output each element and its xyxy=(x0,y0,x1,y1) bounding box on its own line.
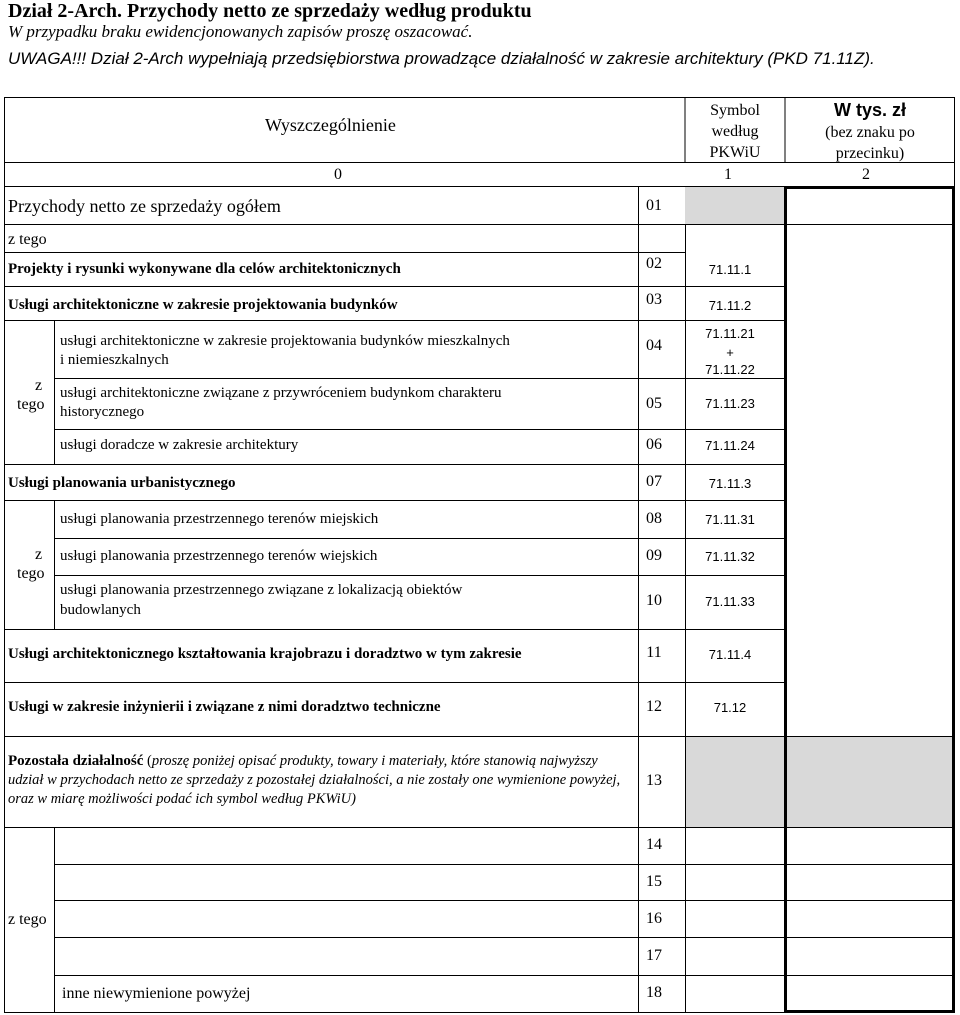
row-12-label: Usługi w zakresie inżynierii i związane z nimi doradztwo techniczne xyxy=(8,699,441,715)
row-18-number: 18 xyxy=(646,984,662,1001)
row-01-number: 01 xyxy=(646,197,662,214)
row-10-symbol: 71.11.33 xyxy=(705,594,755,609)
subtotal-label: z tego xyxy=(8,231,47,248)
row-13-label xyxy=(8,752,636,809)
column-index-2: 2 xyxy=(862,166,870,183)
row-13-label-instruction: proszę poniżej opisać produkty, towary i materiały, które stanowią najwyższy udział w przychodach netto ze sprzedaży z pozostałej działalności, a nie zostały one wymienione powyżej, oraz w miarę możliwości podać ich symbol według PKWiU) xyxy=(8,753,621,807)
value-header-note2: przecinku) xyxy=(835,145,905,162)
row-05-label-line2: historycznego xyxy=(60,404,145,420)
other-activities-subtotal-label: z tego xyxy=(8,911,47,928)
row-03-symbol: 71.11.2 xyxy=(708,298,752,313)
row-17-number: 17 xyxy=(646,947,662,964)
row-08-number: 08 xyxy=(646,510,662,527)
symbol-header-line3: PKWiU xyxy=(709,144,761,161)
row-14-number: 14 xyxy=(646,836,662,853)
row-02-symbol: 71.11.1 xyxy=(708,262,752,277)
row-13-number: 13 xyxy=(646,772,662,789)
group2-z-label: z xyxy=(35,546,43,563)
row-09-label: usługi planowania przestrzennego terenów wiejskich xyxy=(60,548,378,564)
row-18-label: inne niewymienione powyżej xyxy=(62,985,251,1002)
row-03-value-input[interactable] xyxy=(788,288,951,319)
row-08-symbol: 71.11.31 xyxy=(705,512,755,527)
row-06-symbol: 71.11.24 xyxy=(705,438,755,453)
row-14-description-input[interactable] xyxy=(56,829,636,863)
row-12-symbol: 71.12 xyxy=(713,700,747,715)
row-11-value-input[interactable] xyxy=(788,631,951,681)
symbol-header-line1: Symbol xyxy=(710,102,760,119)
row-18-value-input[interactable] xyxy=(788,977,951,1010)
row-11-number: 11 xyxy=(646,644,662,661)
group2-tego-label: tego xyxy=(17,565,45,582)
group1-tego-label: tego xyxy=(17,396,45,413)
row-15-value-input[interactable] xyxy=(788,866,951,899)
description-column-header: Wyszczególnienie xyxy=(265,115,396,135)
row-12-value-input[interactable] xyxy=(788,684,951,735)
row-03-number: 03 xyxy=(646,291,662,308)
row-07-label: Usługi planowania urbanistycznego xyxy=(8,475,236,491)
row-07-value-input[interactable] xyxy=(788,466,951,499)
row-10-label-line2: budowlanych xyxy=(60,602,141,618)
row-08-value-input[interactable] xyxy=(788,502,951,537)
value-header-unit: W tys. zł xyxy=(833,100,906,120)
row-09-symbol: 71.11.32 xyxy=(705,549,755,564)
row-05-value-input[interactable] xyxy=(788,380,951,428)
row-10-number: 10 xyxy=(646,592,662,609)
row-01-label: Przychody netto ze sprzedaży ogółem xyxy=(8,196,281,216)
row-04-label-line2: i niemieszkalnych xyxy=(60,352,169,368)
row-12-number: 12 xyxy=(646,698,662,715)
row-04-symbol-plus: + xyxy=(726,345,734,360)
row-11-symbol: 71.11.4 xyxy=(708,647,752,662)
row-16-description-input[interactable] xyxy=(56,902,636,936)
row-15-number: 15 xyxy=(646,873,662,890)
symbol-header-line2: według xyxy=(711,123,759,140)
row-10-value-input[interactable] xyxy=(788,577,951,628)
value-header-note1: (bez znaku po xyxy=(825,124,915,141)
row-06-value-input[interactable] xyxy=(788,431,951,463)
row-02-label: Projekty i rysunki wykonywane dla celów architektonicznych xyxy=(8,261,401,277)
row-16-number: 16 xyxy=(646,910,662,927)
warning-note: UWAGA!!! Dział 2-Arch wypełniają przedsiębiorstwa prowadzące działalność w zakresie architektury (PKD 71.11Z). xyxy=(8,49,875,68)
row-13-label-title: Pozostała działalność xyxy=(8,753,144,769)
column-index-0: 0 xyxy=(334,166,342,183)
row-04-number: 04 xyxy=(646,337,662,354)
row-16-value-input[interactable] xyxy=(788,902,951,936)
row-06-number: 06 xyxy=(646,436,662,453)
row-17-description-input[interactable] xyxy=(56,939,636,974)
row-08-label: usługi planowania przestrzennego terenów miejskich xyxy=(60,511,379,527)
row-07-number: 07 xyxy=(646,473,662,490)
row-15-description-input[interactable] xyxy=(56,866,636,899)
row-07-symbol: 71.11.3 xyxy=(708,476,752,491)
row-01-value-input[interactable] xyxy=(788,190,951,223)
row-04-symbol-1: 71.11.21 xyxy=(705,326,755,341)
row-02-number: 02 xyxy=(646,255,662,272)
row-04-symbol-2: 71.11.22 xyxy=(705,362,755,377)
row-02-value-input[interactable] xyxy=(788,254,951,285)
row-14-value-input[interactable] xyxy=(788,829,951,863)
row-03-label: Usługi architektoniczne w zakresie projektowania budynków xyxy=(8,297,398,313)
section-title: Dział 2-Arch. Przychody netto ze sprzedaży według produktu xyxy=(8,0,532,22)
row-13-label-paren: ( xyxy=(143,753,152,769)
row-09-value-input[interactable] xyxy=(788,540,951,574)
row-05-symbol: 71.11.23 xyxy=(705,396,755,411)
row-11-label: Usługi architektonicznego kształtowania krajobrazu i doradztwo w tym zakresie xyxy=(8,646,522,662)
row-04-label-line1: usługi architektoniczne w zakresie projektowania budynków mieszkalnych xyxy=(60,333,510,349)
group1-z-label: z xyxy=(35,377,43,394)
row-05-label-line1: usługi architektoniczne związane z przywróceniem budynkom charakteru xyxy=(60,385,502,401)
column-index-1: 1 xyxy=(724,166,732,183)
row-05-number: 05 xyxy=(646,395,662,412)
row-09-number: 09 xyxy=(646,547,662,564)
row-10-label-line1: usługi planowania przestrzennego związane z lokalizacją obiektów xyxy=(60,582,463,598)
estimation-note: W przypadku braku ewidencjonowanych zapisów proszę oszacować. xyxy=(8,22,473,41)
row-17-value-input[interactable] xyxy=(788,939,951,974)
row-06-label: usługi doradcze w zakresie architektury xyxy=(60,437,299,453)
row-04-value-input[interactable] xyxy=(788,322,951,377)
